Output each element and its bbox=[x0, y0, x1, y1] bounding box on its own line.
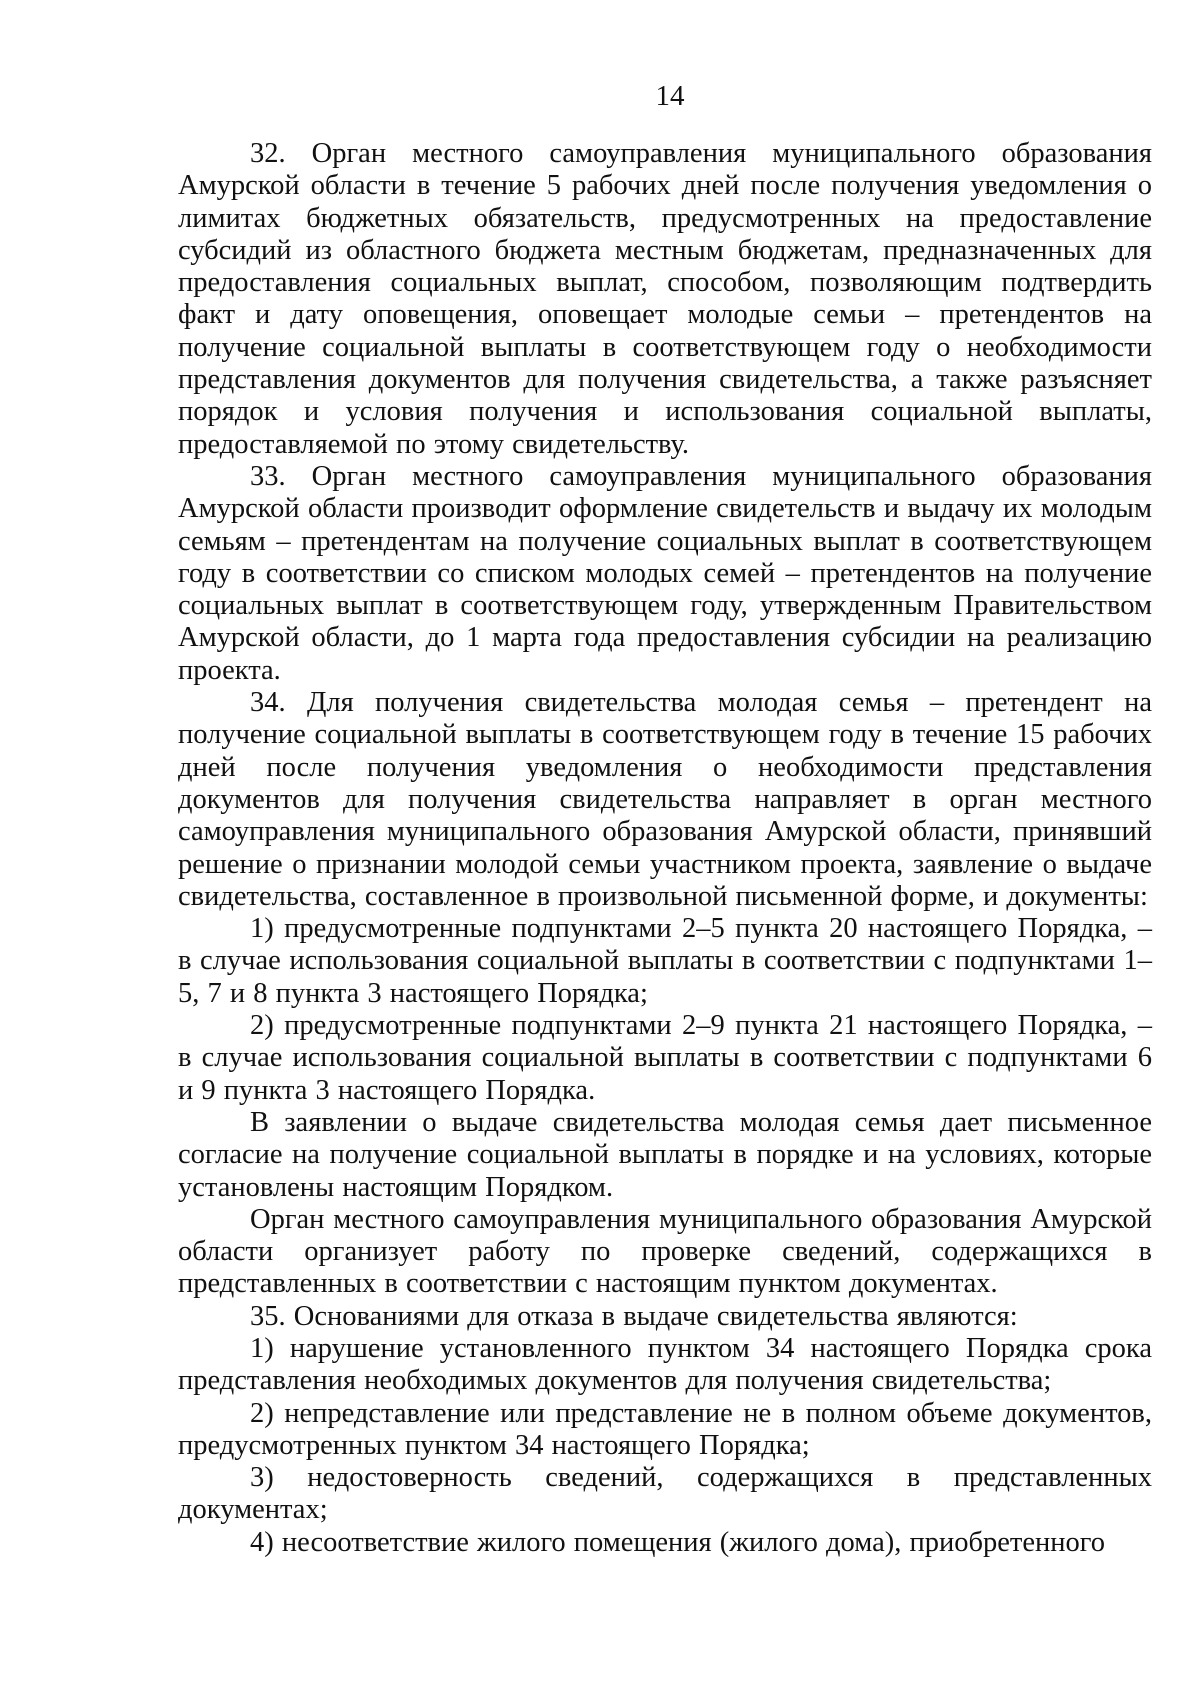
paragraph-35: 35. Основаниями для отказа в выдаче свидетельства являются: bbox=[250, 1300, 1018, 1332]
page-number: 14 bbox=[655, 80, 685, 112]
paragraph-34-item-2: 2) предусмотренные подпунктами 2–9 пункта 21 настоящего Порядка, – в случае использования социальной выплаты в соответствии с подпунктами 6 и 9 пункта 3 настоящего Порядка. bbox=[178, 1010, 1152, 1106]
paragraph-35-item-4: 4) несоответствие жилого помещения (жилого дома), приобретенного bbox=[250, 1526, 1105, 1558]
paragraph-32: 32. Орган местного самоуправления муниципального образования Амурской области в течение 5 рабочих дней после получения уведомления о лимитах бюджетных обязательств, предусмотренных на предоставление субсидий из областного бюджета местным бюджетам, предназначенных для предоставления социальных выплат, способом, позволяющим подтвердить факт и дату оповещения, оповещает молодые семьи – претендентов на получение социальной выплаты в соответствующем году о необходимости представления документов для получения свидетельства, а также разъясняет порядок и условия получения и использования социальной выплаты, предоставляемой по этому свидетельству. bbox=[178, 138, 1152, 460]
paragraph-34-verification: Орган местного самоуправления муниципального образования Амурской области организует работу по проверке сведений, содержащихся в представленных в соответствии с настоящим пунктом документах. bbox=[178, 1203, 1152, 1300]
paragraph-34-item-1: 1) предусмотренные подпунктами 2–5 пункта 20 настоящего Порядка, – в случае использования социальной выплаты в соответствии с подпунктами 1–5, 7 и 8 пункта 3 настоящего Порядка; bbox=[178, 913, 1152, 1009]
paragraph-34-consent: В заявлении о выдаче свидетельства молодая семья дает письменное согласие на получение социальной выплаты в порядке и на условиях, которые установлены настоящим Порядком. bbox=[178, 1106, 1152, 1203]
paragraph-35-item-3: 3) недостоверность сведений, содержащихся в представленных документах; bbox=[178, 1462, 1152, 1526]
paragraph-35-item-1: 1) нарушение установленного пунктом 34 настоящего Порядка срока представления необходимых документов для получения свидетельства; bbox=[178, 1332, 1152, 1397]
paragraph-34: 34. Для получения свидетельства молодая семья – претендент на получение социальной выплаты в соответствующем году в течение 15 рабочих дней после получения уведомления о необходимости представления документов для получения свидетельства направляет в орган местного самоуправления муниципального образования Амурской области, принявший решение о признании молодой семьи участником проекта, заявление о выдаче свидетельства, составленное в произвольной письменной форме, и документы: bbox=[178, 687, 1152, 912]
document-body bbox=[178, 138, 1152, 1559]
paragraph-33: 33. Орган местного самоуправления муниципального образования Амурской области производит оформление свидетельств и выдачу их молодым семьям – претендентам на получение социальных выплат в соответствующем году в соответствии со списком молодых семей – претендентов на получение социальных выплат в соответствующем году, утвержденным Правительством Амурской области, до 1 марта года предоставления субсидии на реализацию проекта. bbox=[178, 460, 1152, 686]
paragraph-35-item-2: 2) непредставление или представление не в полном объеме документов, предусмотренных пунктом 34 настоящего Порядка; bbox=[178, 1397, 1152, 1461]
